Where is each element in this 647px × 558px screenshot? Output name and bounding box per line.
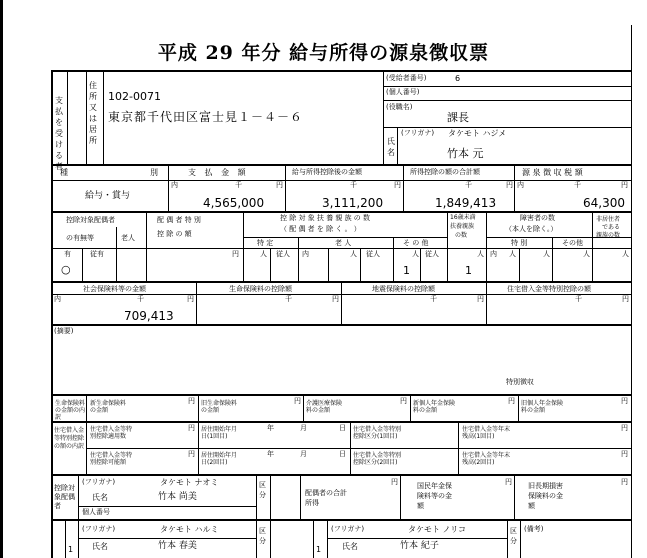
old-pension-label: 旧個人年金保険料の金額 (521, 400, 564, 414)
total-sen: 千 (465, 181, 472, 189)
social-insurance-amount: 709,413 (124, 309, 174, 323)
spouse-pension: 国民年金保険料等の金額 (417, 482, 452, 510)
spouse-total-income: 配偶者の合計所得 (305, 489, 347, 507)
nonresident-2: である (602, 224, 621, 231)
special-1: 配 偶 者 特 別 (157, 216, 201, 224)
special-yen: 円 (232, 250, 239, 258)
page-title: 平成 29 年分 給与所得の源泉徴収票 (157, 42, 490, 64)
other-nin: 人 (412, 250, 419, 258)
withholding-sen: 千 (574, 181, 581, 189)
page-left-edge (0, 0, 3, 558)
remarks-label: (摘要) (54, 327, 74, 335)
start-date-2-day: 日 (339, 450, 346, 458)
social-uchi: 内 (54, 295, 61, 303)
nonresident-nin-2: 人 (622, 250, 629, 258)
dependents-2: （ 配 偶 者 を 除 く 。 ） (280, 225, 361, 233)
applicable-count-label: 住宅借入金等特別控除適用数 (90, 426, 133, 440)
under16-nin: 人 (477, 250, 484, 258)
eligible-spouse-2: の有無等 (66, 234, 94, 242)
spouse-category: 区分 (259, 481, 266, 499)
special-nin: 人 (509, 250, 516, 258)
disabled-1: 障害者の数 (520, 214, 555, 222)
remarks-left (51, 325, 53, 395)
spouse-number-label: 個人番号 (82, 508, 110, 516)
applicable-count-unit: 円 (188, 424, 195, 432)
income-type: 給与・賞与 (85, 191, 131, 201)
old-life-yen: 円 (294, 397, 301, 405)
after-sen: 千 (350, 181, 357, 189)
start-date-1-month: 月 (300, 424, 307, 432)
total-yen: 円 (506, 181, 513, 189)
start-date-2-year: 年 (267, 450, 274, 458)
spouse-old-insurance-yen: 円 (621, 478, 628, 486)
social-insurance-label: 社会保険料等の金額 (83, 285, 146, 293)
address-label: 住所又は居所 (89, 81, 97, 145)
other-dependent: 従人 (425, 250, 439, 258)
under16-3: の数 (455, 232, 468, 239)
dependent1-name: 竹本 春美 (158, 541, 197, 551)
nonresident-3: 親族の数 (596, 232, 621, 239)
payment-uchi: 内 (171, 181, 178, 189)
other-label: そ の 他 (403, 239, 429, 247)
old-pension-yen: 円 (621, 397, 628, 405)
personal-number-label: (個人番号) (386, 88, 420, 96)
start-date-2-month: 月 (300, 450, 307, 458)
dependent2-name-label: 氏名 (342, 542, 358, 551)
dependent2-category: 区分 (510, 527, 517, 545)
under16-2: 扶養親族 (450, 223, 475, 230)
dependent-row-number-1: 1 (68, 545, 74, 554)
start-date-1-label: 居住開始年月日(1回目) (201, 426, 238, 440)
dependent-row-number-2: 1 (316, 545, 322, 554)
spouse-yes: 有 (64, 250, 71, 258)
category-1-label: 住宅借入金等特別控除区分(1回目) (353, 426, 402, 440)
spouse-kana: タケモト ナオミ (160, 478, 219, 487)
elderly-dependent: 従人 (366, 250, 380, 258)
under16-1: 16歳未満 (450, 214, 476, 221)
address: 東京都千代田区富士見１－４－６ (108, 110, 304, 124)
furigana-label: (フリガナ) (401, 129, 435, 137)
spouse-name: 竹本 尚美 (158, 492, 197, 502)
spouse-mark: ○ (61, 263, 71, 276)
balance-2-label: 住宅借入金等年末残高(2回目) (462, 452, 511, 466)
notes-label: (備考) (524, 525, 544, 533)
dependent1-category: 区分 (259, 527, 266, 545)
special-2: 控 除 の 額 (157, 230, 192, 238)
elderly2-label: 老 人 (335, 239, 352, 247)
available-label: 住宅借入金等特別控除可能額 (90, 452, 133, 466)
postal-code: 102-0071 (108, 90, 161, 103)
dependent2-furigana: (フリガナ) (331, 525, 365, 533)
dependent1-furigana: (フリガナ) (82, 525, 116, 533)
header-total-deductions: 所得控除の額の合計額 (410, 168, 480, 176)
new-pension-label: 新個人年金保険料の金額 (413, 400, 456, 414)
header-payment: 支 払 金 額 (188, 168, 249, 177)
housing-detail-label: 住宅借入金等特別控除の額の内訳 (54, 427, 85, 450)
housing-sen: 千 (575, 295, 582, 303)
spouse-total-income-yen: 円 (391, 478, 398, 486)
dependent1-name-label: 氏名 (92, 542, 108, 551)
name-value: 竹本 元 (447, 147, 484, 160)
new-pension-yen: 円 (508, 397, 515, 405)
start-date-1-day: 日 (339, 424, 346, 432)
category-2-label: 住宅借入金等特別控除区分(2回目) (353, 452, 402, 466)
job-title: 課長 (447, 111, 469, 124)
disabled-other-nin: 人 (543, 250, 550, 258)
payment-amount: 4,565,000 (203, 196, 265, 210)
withholding-yen: 円 (621, 181, 628, 189)
eligible-spouse-1: 控除対象配偶者 (66, 216, 115, 224)
header-type: 種 (60, 168, 68, 177)
spouse-furigana: (フリガナ) (82, 478, 116, 486)
care-label: 介護医療保険料の金額 (306, 400, 343, 414)
life-detail-label: 生命保険料の金額の内訳 (55, 400, 86, 421)
other-dependents-count: 1 (403, 264, 410, 277)
life-insurance-label: 生命保険料の控除額 (229, 285, 292, 293)
social-yen: 円 (187, 295, 194, 303)
spouse-section-label: 控除対象配偶者 (54, 484, 75, 510)
recipient-number-label: (受給者番号) (386, 74, 427, 82)
housing-yen: 円 (622, 295, 629, 303)
header-after-deduction: 給与所得控除後の金額 (292, 168, 362, 176)
header-type2: 別 (150, 168, 158, 177)
balance-2-yen: 円 (621, 450, 628, 458)
social-sen: 千 (137, 295, 144, 303)
after-yen: 円 (394, 181, 401, 189)
care-yen: 円 (400, 397, 407, 405)
old-life-label: 旧生命保険料の金額 (201, 400, 238, 414)
name-kana: タケモト ハジメ (448, 129, 507, 138)
payer-label: 支払を受ける者 (55, 96, 63, 171)
dependents-1: 控 除 対 象 扶 養 親 族 の 数 (280, 214, 371, 222)
special-label: 特 別 (511, 239, 528, 247)
special-uchi: 内 (490, 250, 497, 258)
available-yen: 円 (188, 450, 195, 458)
life-sen: 千 (285, 295, 292, 303)
earthquake-yen: 円 (477, 295, 484, 303)
new-life-label: 新生命保険料の金額 (90, 400, 127, 414)
after-deduction-amount: 3,111,200 (322, 196, 384, 210)
other2-label: その他 (562, 239, 583, 247)
payment-yen: 円 (276, 181, 283, 189)
header-withholding: 源 泉 徴 収 税 額 (522, 168, 583, 177)
start-date-1-year: 年 (267, 424, 274, 432)
withholding-amount: 64,300 (583, 196, 625, 210)
balance-1-label: 住宅借入金等年末残高(1回目) (462, 426, 511, 440)
elderly-uchi: 内 (302, 250, 309, 258)
recipient-number: 6 (455, 74, 461, 83)
under16-count: 1 (465, 264, 472, 277)
job-title-label: (役職名) (386, 103, 413, 111)
spouse-name-label: 氏名 (92, 493, 108, 502)
dependent2-name: 竹本 紀子 (400, 541, 439, 551)
special-collection: 特別徴収 (506, 378, 534, 386)
dependent1-kana: タケモト ハルミ (160, 525, 219, 534)
life-yen: 円 (332, 295, 339, 303)
disabled-2: （本人を除く。） (505, 225, 558, 233)
spouse-old-insurance: 旧長期損害保険料の金額 (528, 482, 563, 510)
name-label: 氏名 (387, 137, 395, 157)
nonresident-nin: 人 (583, 250, 590, 258)
spouse-pension-yen: 円 (505, 478, 512, 486)
dependent2-kana: タケモト ノリコ (408, 525, 467, 534)
balance-1-yen: 円 (621, 424, 628, 432)
remarks-bottom (51, 394, 631, 396)
page-right-edge (631, 25, 632, 558)
elderly-nin: 人 (350, 250, 357, 258)
spouse-dependent-yes: 従有 (90, 250, 104, 258)
nonresident-1: 非居住者 (596, 216, 621, 223)
earthquake-sen: 千 (430, 295, 437, 303)
housing-loan-label: 住宅借入金等特別控除の額 (507, 285, 591, 293)
withholding-uchi: 内 (517, 181, 524, 189)
specific-label: 特 定 (257, 239, 274, 247)
specific-dependent: 従人 (276, 250, 290, 258)
earthquake-insurance-label: 地震保険料の控除額 (372, 285, 435, 293)
total-deduction-amount: 1,849,413 (435, 196, 497, 210)
start-date-2-label: 居住開始年月日(2回目) (201, 452, 238, 466)
new-life-yen: 円 (188, 397, 195, 405)
elderly-label: 老人 (121, 234, 135, 242)
specific-nin: 人 (260, 250, 267, 258)
payment-sen: 千 (235, 181, 242, 189)
